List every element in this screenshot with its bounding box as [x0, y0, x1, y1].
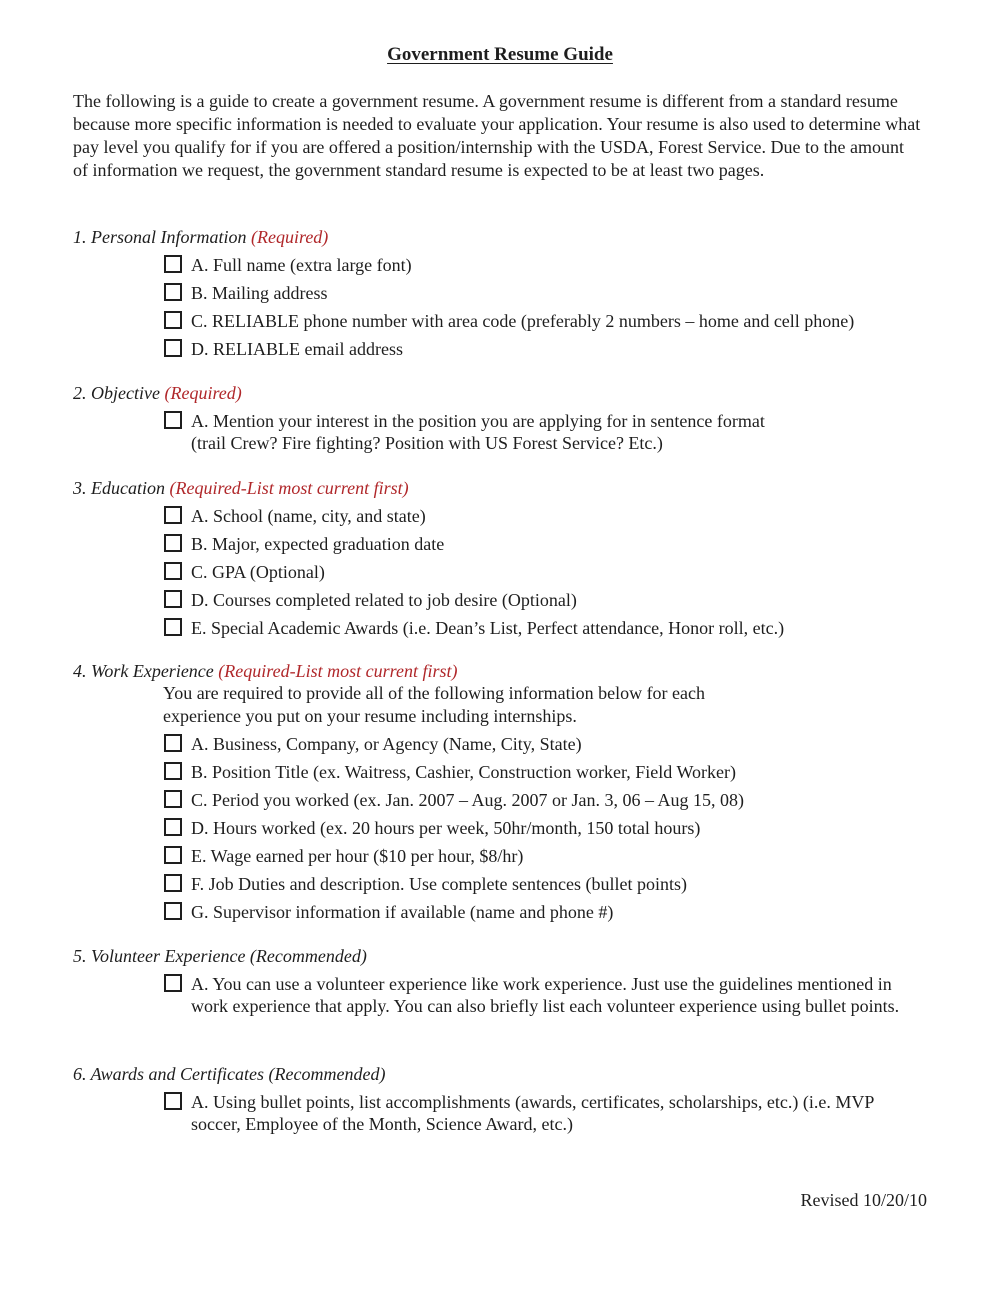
- checkbox[interactable]: [164, 618, 182, 636]
- checkbox[interactable]: [164, 255, 182, 273]
- item-text: A. You can use a volunteer experience like work experience. Just use the guidelines mentioned in work experience that apply. You can also briefly list each volunteer experience using bullet points.: [191, 974, 900, 1016]
- section-personal-information: [73, 226, 933, 360]
- revision-date: Revised 10/20/10: [800, 1190, 927, 1210]
- checkbox[interactable]: [164, 411, 182, 429]
- item-text: E. Special Academic Awards (i.e. Dean’s List, Perfect attendance, Honor roll, etc.): [191, 618, 785, 638]
- checklist-item: [73, 310, 933, 332]
- item-text: C. RELIABLE phone number with area code (preferably 2 numbers – home and cell phone): [191, 311, 855, 331]
- checkbox[interactable]: [164, 1092, 182, 1110]
- item-text: D. Courses completed related to job desire (Optional): [191, 590, 577, 610]
- item-text: B. Major, expected graduation date: [191, 534, 445, 554]
- checklist-item: [73, 761, 933, 783]
- item-text: C. Period you worked (ex. Jan. 2007 – Aug. 2007 or Jan. 3, 06 – Aug 15, 08): [191, 790, 744, 810]
- checklist-item: [73, 254, 933, 276]
- checklist-item: [73, 1091, 891, 1135]
- checkbox[interactable]: [164, 818, 182, 836]
- item-text: A. Business, Company, or Agency (Name, City, State): [191, 734, 582, 754]
- item-text: A. Mention your interest in the position you are applying for in sentence format (trail Crew? Fire fighting? Position with US Forest Service? Etc.): [191, 411, 765, 453]
- checklist-item: [73, 845, 933, 867]
- required-tag: (Required): [251, 227, 329, 247]
- section-awards-and-certificates: [73, 1063, 933, 1135]
- checklist-item: [73, 873, 933, 895]
- section-heading: 3. Education: [73, 478, 165, 498]
- checkbox[interactable]: [164, 846, 182, 864]
- section-heading: 6. Awards and Certificates (Recommended): [73, 1064, 386, 1084]
- section-volunteer-experience: [73, 945, 933, 1017]
- page-title: Government Resume Guide: [387, 44, 613, 65]
- checkbox[interactable]: [164, 762, 182, 780]
- checklist: [73, 410, 933, 454]
- required-tag: (Required-List most current first): [218, 661, 458, 681]
- checkbox[interactable]: [164, 734, 182, 752]
- section-work-experience: [73, 660, 933, 923]
- checklist-item: [73, 533, 933, 555]
- checkbox[interactable]: [164, 902, 182, 920]
- checkbox[interactable]: [164, 506, 182, 524]
- section-objective: [73, 382, 933, 454]
- checkbox[interactable]: [164, 562, 182, 580]
- checklist-item: [73, 589, 933, 611]
- item-text: B. Mailing address: [191, 283, 328, 303]
- section-education: [73, 477, 933, 639]
- checkbox[interactable]: [164, 339, 182, 357]
- section-heading: 1. Personal Information: [73, 227, 247, 247]
- item-text: A. Using bullet points, list accomplishments (awards, certificates, scholarships, etc.) (i.e. MVP soccer, Employee of the Month, Science Award, etc.): [191, 1092, 874, 1134]
- item-text: E. Wage earned per hour ($10 per hour, $8/hr): [191, 846, 524, 866]
- intro-paragraph: The following is a guide to create a government resume. A government resume is different from a standard resume because more specific information is needed to evaluate your application. Your resume is also used to determine what pay level you qualify for if you are offered a position/internship with the USDA, Forest Service. Due to the amount of information we request, the government standard resume is expected to be at least two pages.: [73, 91, 921, 180]
- checklist-item: [73, 505, 933, 527]
- section-note: You are required to provide all of the following information below for each experience you put on your resume including internships.: [163, 683, 706, 726]
- item-text: D. RELIABLE email address: [191, 339, 403, 359]
- checklist-item: [73, 617, 933, 639]
- item-text: F. Job Duties and description. Use complete sentences (bullet points): [191, 874, 687, 894]
- checklist-item: [73, 901, 933, 923]
- checklist-item: [73, 338, 933, 360]
- item-text: A. School (name, city, and state): [191, 506, 426, 526]
- checklist-item: [73, 817, 933, 839]
- item-text: C. GPA (Optional): [191, 562, 325, 582]
- item-text: D. Hours worked (ex. 20 hours per week, 50hr/month, 150 total hours): [191, 818, 701, 838]
- checklist: [73, 505, 933, 639]
- checkbox[interactable]: [164, 534, 182, 552]
- checklist-item: [73, 282, 933, 304]
- section-heading: 4. Work Experience: [73, 661, 214, 681]
- item-text: B. Position Title (ex. Waitress, Cashier, Construction worker, Field Worker): [191, 762, 736, 782]
- checkbox[interactable]: [164, 790, 182, 808]
- checkbox[interactable]: [164, 874, 182, 892]
- checklist-item: [73, 973, 923, 1017]
- checklist-item: [73, 789, 933, 811]
- checklist: [73, 254, 933, 360]
- section-heading: 2. Objective: [73, 383, 160, 403]
- item-text: G. Supervisor information if available (name and phone #): [191, 902, 614, 922]
- required-tag: (Required): [164, 383, 242, 403]
- checkbox[interactable]: [164, 311, 182, 329]
- checkbox[interactable]: [164, 283, 182, 301]
- checklist-item: [73, 561, 933, 583]
- checkbox[interactable]: [164, 590, 182, 608]
- checkbox[interactable]: [164, 974, 182, 992]
- checklist-item: [73, 733, 933, 755]
- required-tag: (Required-List most current first): [169, 478, 409, 498]
- checklist: [73, 733, 933, 923]
- checklist-item: [73, 410, 801, 454]
- checklist: [73, 1091, 933, 1135]
- item-text: A. Full name (extra large font): [191, 255, 412, 275]
- checklist: [73, 973, 933, 1017]
- section-heading: 5. Volunteer Experience (Recommended): [73, 946, 367, 966]
